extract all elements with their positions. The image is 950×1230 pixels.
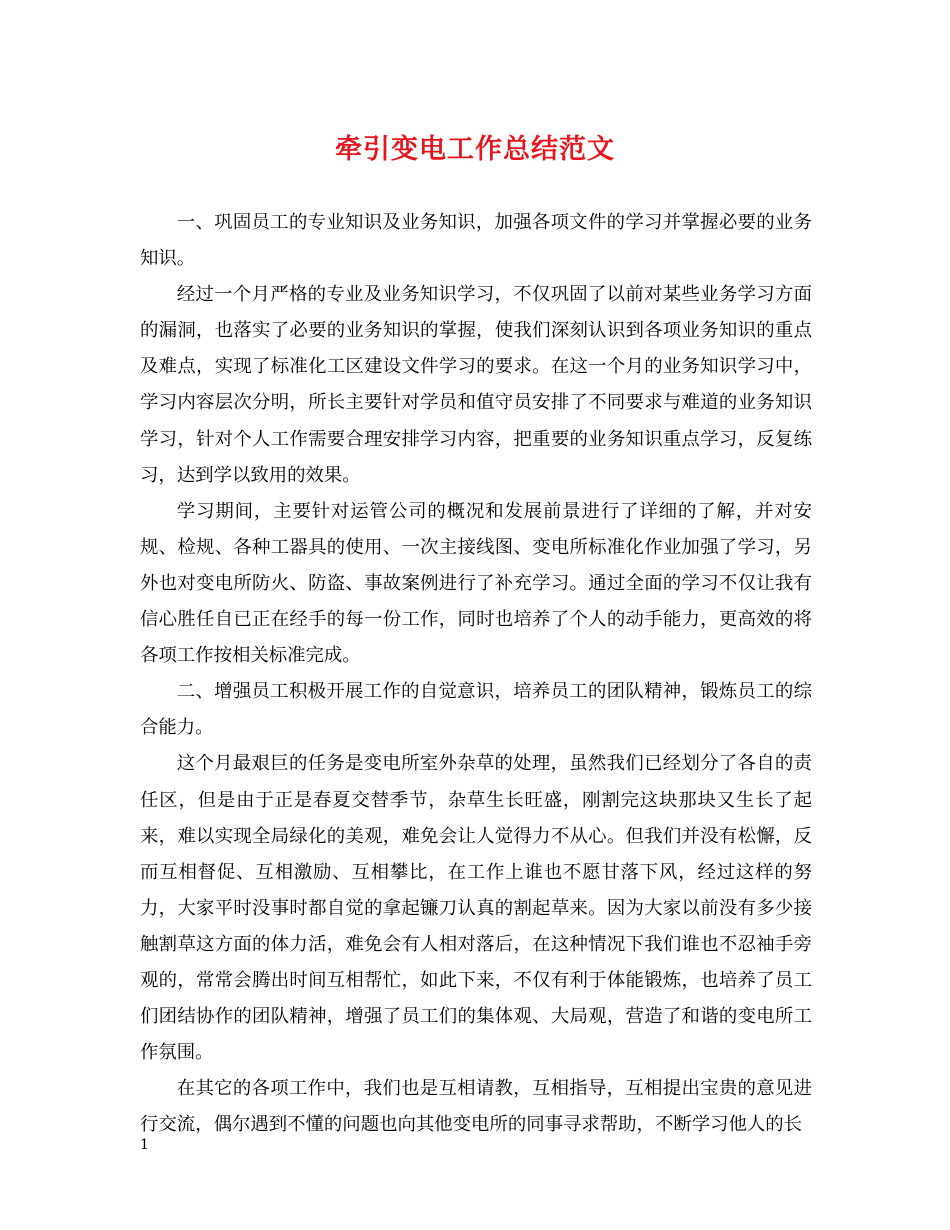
page-number: 1: [140, 1137, 149, 1153]
document-title: 牵引变电工作总结范文: [335, 134, 615, 165]
paragraph: 在其它的各项工作中，我们也是互相请教，互相指导，互相提出宝贵的意见进行交流，偶尔遇到不懂的问题也向其他变电所的同事寻求帮助，不断学习他人的长: [140, 1078, 812, 1136]
document-body: [140, 205, 812, 1143]
paragraph: 学习期间，主要针对运管公司的概况和发展前景进行了详细的了解，并对安规、检规、各种工器具的使用、一次主接线图、变电所标准化作业加强了学习，另外也对变电所防火、防盗、事故案例进行了补充学习。通过全面的学习不仅让我有信心胜任自已正在经手的每一份工作，同时也培养了个人的动手能力，更高效的将各项工作按相关标准完成。: [140, 500, 812, 667]
paragraph: 经过一个月严格的专业及业务知识学习，不仅巩固了以前对某些业务学习方面的漏洞，也落实了必要的业务知识的掌握，使我们深刻认识到各项业务知识的重点及难点，实现了标准化工区建设文件学习的要求。在这一个月的业务知识学习中，学习内容层次分明，所长主要针对学员和值守员安排了不同要求与难道的业务知识学习，针对个人工作需要合理安排学习内容，把重要的业务知识重点学习，反复练习，达到学以致用的效果。: [140, 284, 812, 486]
paragraph: 二、增强员工积极开展工作的自觉意识，培养员工的团队精神，锻炼员工的综合能力。: [140, 681, 812, 739]
paragraph: 一、巩固员工的专业知识及业务知识，加强各项文件的学习并掌握必要的业务知识。: [140, 212, 812, 270]
paragraph: 这个月最艰巨的任务是变电所室外杂草的处理，虽然我们已经划分了各自的责任区，但是由于正是春夏交替季节，杂草生长旺盛，刚割完这块那块又生长了起来，难以实现全局绿化的美观，难免会让人觉得力不从心。但我们并没有松懈，反而互相督促、互相激励、互相攀比，在工作上谁也不愿甘落下风，经过这样的努力，大家平时没事时都自觉的拿起镰刀认真的割起草来。因为大家以前没有多少接触割草这方面的体力活，难免会有人相对落后，在这种情况下我们谁也不忍袖手旁观的，常常会腾出时间互相帮忙，如此下来，不仅有利于体能锻炼，也培养了员工们团结协作的团队精神，增强了员工们的集体观、大局观，营造了和谐的变电所工作氛围。: [140, 753, 812, 1064]
